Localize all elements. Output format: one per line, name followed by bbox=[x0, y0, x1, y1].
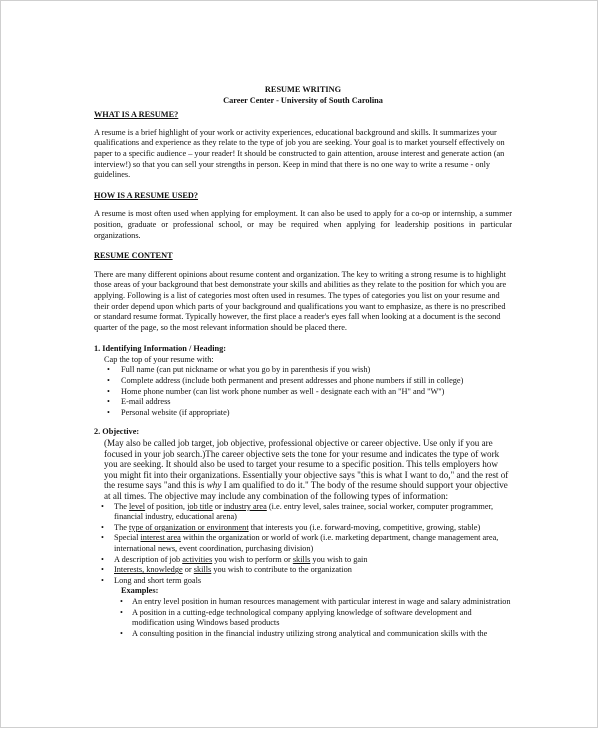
document-subtitle: Career Center - University of South Carolina bbox=[223, 95, 383, 105]
list-item: • The type of organization or environment that interests you (i.e. forward-moving, competitive, growing, stable) bbox=[101, 522, 481, 532]
bullet-icon: • bbox=[120, 628, 123, 638]
section-body-content: There are many different opinions about resume content and organization. The key to writing a strong resume is to highlight those areas of your background that best demonstrate your skills and abilities as they relate to the position for which you are applying. Following is a list of categories most often used in resumes. The types of categories you list on your resume and their order depend upon which parts of your background and qualifications you want to emphasize, as there is no prescribed or standard resume format. Typically however, the first place a reader's eyes fall when looking at a document is the second quarter of the page, so the most relevant information should be placed there. bbox=[94, 269, 507, 332]
identifying-list bbox=[94, 365, 512, 418]
list-item-text: A position in a cutting-edge technological company applying knowledge of software development and modification using Windows based products bbox=[132, 607, 472, 628]
bullet-icon: • bbox=[101, 501, 104, 511]
section-heading-how: HOW IS A RESUME USED? bbox=[94, 190, 199, 200]
bullet-icon: • bbox=[101, 554, 104, 564]
list-item bbox=[94, 376, 512, 387]
bullet-icon: • bbox=[107, 376, 110, 386]
list-item bbox=[94, 608, 512, 629]
list-item bbox=[94, 397, 512, 408]
examples-label: Examples: bbox=[121, 586, 159, 596]
bullet-icon: • bbox=[107, 407, 110, 417]
section-heading-what: WHAT IS A RESUME? bbox=[94, 110, 179, 120]
document-body bbox=[94, 85, 512, 639]
list-item bbox=[94, 629, 512, 640]
section-body-how: A resume is most often used when applying for employment. It can also be used to apply for a co-op or internship, a summer position, graduate or professional school, or may be required when applying for leadership positions in particular organizations. bbox=[94, 209, 512, 240]
objective-text-emphasis: why bbox=[206, 480, 222, 491]
document-title: RESUME WRITING bbox=[264, 85, 342, 94]
list-item-text: E-mail address bbox=[121, 397, 171, 407]
list-item-text: Full name (can put nickname or what you go by in parenthesis if you wish) bbox=[121, 365, 371, 375]
bullet-icon: • bbox=[101, 533, 104, 543]
objective-text-part1: (May also be called job target, job objective, professional objective or career objective. Use only if you are focused in your job search.)The career objective sets the tone for your resume and indicates the type of work you are seeking. It should also be used to target your resume to a specific position. This tells employers how you might fit into their organizations. Essentially your objective says "this is what I want to do," and the rest of the resume says "and this is bbox=[104, 438, 509, 491]
list-item-text: Personal website (if appropriate) bbox=[121, 407, 230, 417]
objective-text-part2: I am qualified to do it." The body of the resume should support your objective at all times. The objective may include any combination of the following types of information: bbox=[104, 480, 508, 501]
list-item: • Special interest area within the organization or world of work (i.e. marketing department, change management area, international news, event coordination, purchasing division) bbox=[101, 533, 499, 553]
bullet-icon: • bbox=[120, 607, 123, 617]
list-item bbox=[94, 597, 512, 608]
list-item: • The level of position, job title or industry area (i.e. entry level, sales trainee, social worker, computer programmer, financial industry, educational arena) bbox=[101, 501, 494, 522]
bullet-icon: • bbox=[120, 596, 123, 606]
bullet-icon: • bbox=[101, 522, 104, 532]
list-item: • Long and short term goals bbox=[101, 575, 202, 585]
title-block bbox=[94, 85, 512, 106]
bullet-icon: • bbox=[101, 565, 104, 575]
section-heading-content: RESUME CONTENT bbox=[94, 251, 173, 261]
identifying-intro: Cap the top of your resume with: bbox=[104, 354, 214, 364]
list-item-text: A consulting position in the financial industry utilizing strong analytical and communication skills with the bbox=[132, 628, 488, 638]
list-item bbox=[94, 387, 512, 398]
objective-list bbox=[94, 502, 512, 587]
bullet-icon: • bbox=[107, 365, 110, 375]
section-body-what: A resume is a brief highlight of your work or activity experiences, educational background and skills. It summarizes your qualifications and experience as they relate to the type of job you are seeking. Your goal is to market yourself effectively on paper to a specific audience – your reader! It should be constructed to gain attention, arouse interest and generate action (an interview!) so that you can sell your strengths in person. Keep in mind that there is no one way to write a resume - only guidelines. bbox=[94, 127, 505, 180]
list-item: • A description of job activities you wish to perform or skills you wish to gain bbox=[101, 554, 368, 564]
bullet-icon: • bbox=[107, 386, 110, 396]
list-item-text: Home phone number (can list work phone number as well - designate each with an "H" and "W") bbox=[121, 386, 445, 396]
list-item: • Interests, knowledge or skills you wish to contribute to the organization bbox=[101, 565, 352, 575]
bullet-icon: • bbox=[107, 397, 110, 407]
list-item bbox=[94, 408, 512, 419]
list-item bbox=[94, 365, 512, 376]
list-item-text: Complete address (include both permanent and present addresses and phone numbers if still in college) bbox=[121, 376, 464, 386]
examples-list bbox=[94, 597, 512, 639]
section-heading-identifying: 1. Identifying Information / Heading: bbox=[94, 344, 227, 354]
list-item-text: An entry level position in human resources management with particular interest in wage and salary administration bbox=[132, 596, 511, 606]
bullet-icon: • bbox=[101, 575, 104, 585]
objective-body bbox=[94, 438, 512, 502]
section-heading-objective: 2. Objective: bbox=[94, 427, 140, 437]
